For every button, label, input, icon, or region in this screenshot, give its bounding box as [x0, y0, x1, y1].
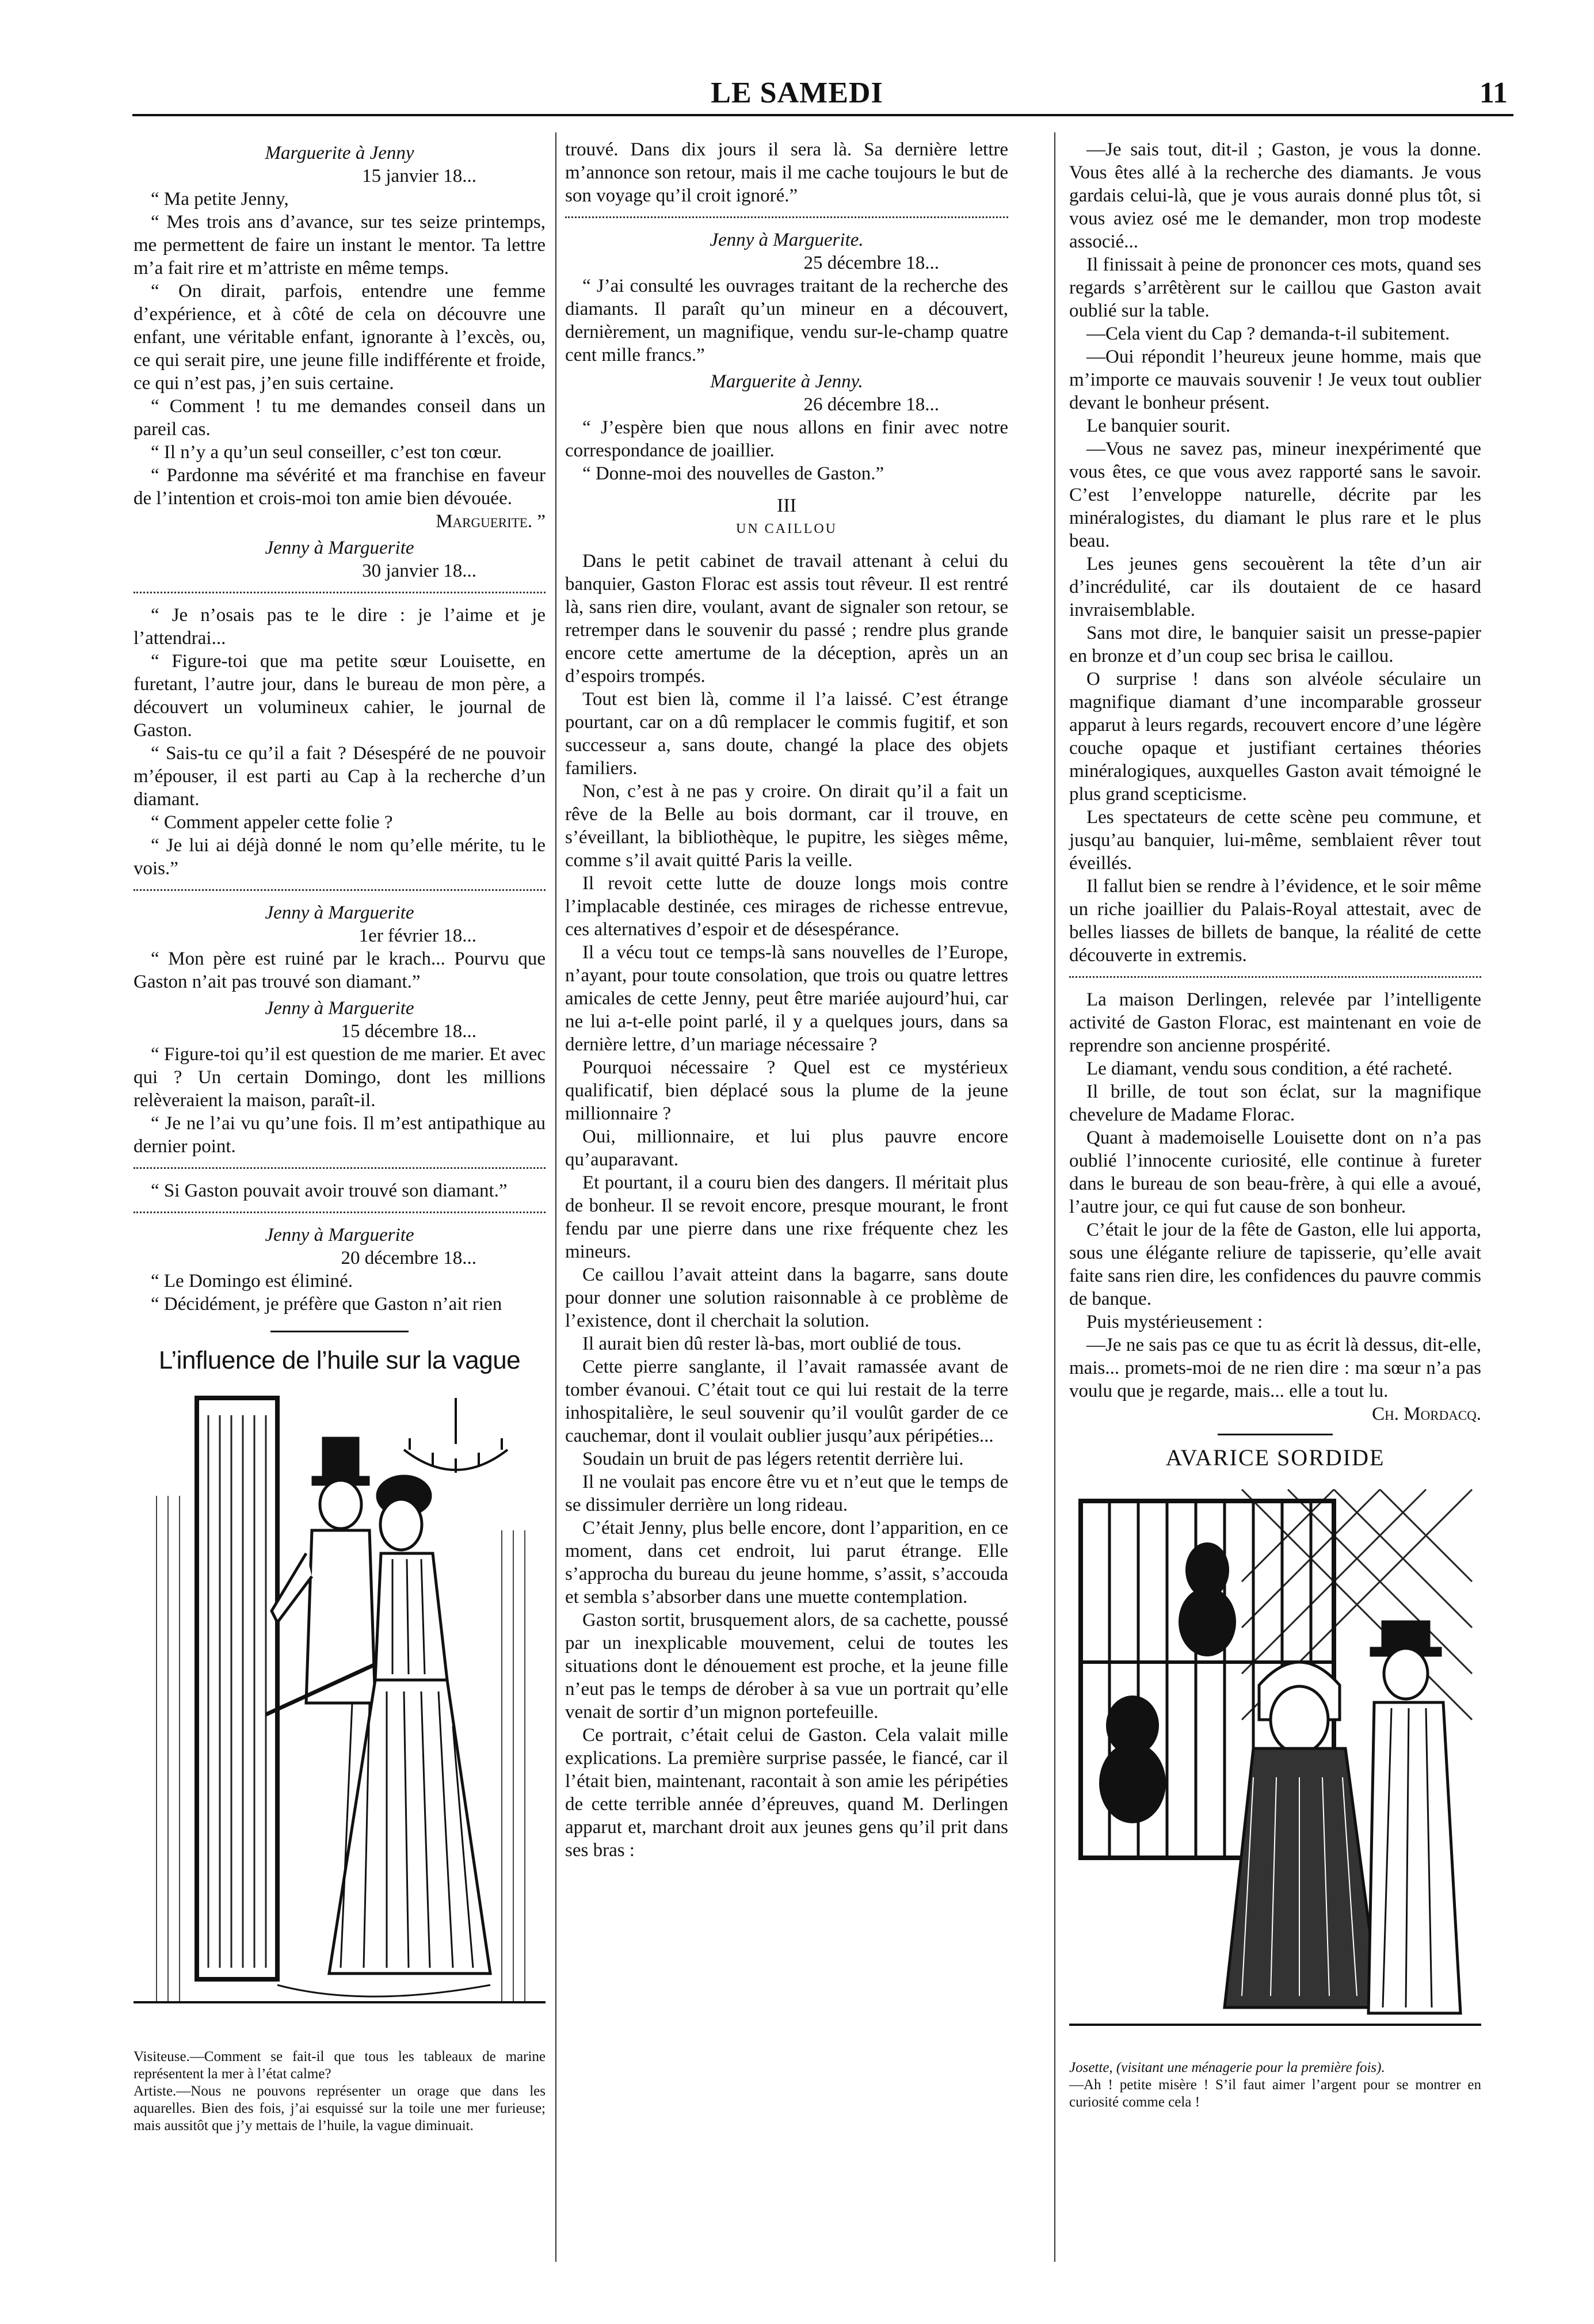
- letter-heading: Marguerite à Jenny: [265, 143, 414, 163]
- paragraph: “ Mon père est ruiné par le krach... Pourvu que Gaston n’ait pas trouvé son diamant.”: [134, 948, 546, 992]
- paragraph: Cette pierre sanglante, il l’avait ramassée avant de tomber évanoui. C’était tout ce qui lui restait de la terre inhospitalière, le seul souvenir qu’il voulût garder de ce cauchemar, dont il voulait oublier jusqu’aux péripéties...: [565, 1357, 1008, 1446]
- paragraph: O surprise ! dans son alvéole séculaire un magnifique diamant d’une incomparable grosseur apparut à leurs regards, recouvert encore d’une légère couche opaque et justifiant certaines théories minéralogiques, auxquelles Gaston avait témoigné le plus grand scepticisme.: [1069, 669, 1481, 805]
- paragraph: “ Figure-toi qu’il est question de me marier. Et avec qui ? Un certain Domingo, dont les millions relèveraient la maison, paraît-il.: [134, 1044, 546, 1111]
- cartoon-illustration-artist-studio: [134, 1381, 546, 2048]
- letter-date: 25 décembre 18...: [803, 253, 939, 273]
- chapter-title: UN CAILLOU: [736, 521, 837, 536]
- paragraph: Le diamant, vendu sous condition, a été racheté.: [1086, 1058, 1452, 1079]
- paragraph: “ Je lui ai déjà donné le nom qu’elle mérite, tu le vois.”: [134, 835, 546, 879]
- paragraph: Ce caillou l’avait atteint dans la bagarre, sans doute pour donner une solution raisonnable à ce problème de l’existence, dont il cherchait la solution.: [565, 1264, 1008, 1331]
- letter-date: 20 décembre 18...: [341, 1248, 476, 1268]
- masthead-title: LE SAMEDI: [711, 77, 883, 109]
- column-divider-1: [555, 132, 556, 2262]
- paragraph: Tout est bien là, comme il l’a laissé. C’est étrange pourtant, car on a dû remplacer le commis fugitif, et son successeur a, sans doute, changé la place des objets familiers.: [565, 689, 1008, 779]
- paragraph: Dans le petit cabinet de travail attenant à celui du banquier, Gaston Florac est assis tout rêveur. Il est rentré là, sans rien dire, voulant, avant de signaler son retour, se retremper dans le souvenir du passé ; rendre plus grande encore cette amertume de la déception, après un an d’espoirs trompés.: [565, 551, 1008, 687]
- paragraph: “ Pardonne ma sévérité et ma franchise en faveur de l’intention et crois-moi ton amie bien dévouée.: [134, 465, 546, 509]
- paragraph: “ Je ne l’ai vu qu’une fois. Il m’est antipathique au dernier point.: [134, 1113, 546, 1157]
- paragraph: Il fallut bien se rendre à l’évidence, et le soir même un riche joaillier du Palais-Royal attestait, avec de belles liasses de billets de banque, la réalité de cette découverte in extremis.: [1069, 876, 1481, 966]
- paragraph: “ Donne-moi des nouvelles de Gaston.”: [582, 463, 884, 484]
- paragraph: —Oui répondit l’heureux jeune homme, mais que m’importe ce mauvais souvenir ! Je veux tout oublier devant le bonheur présent.: [1069, 346, 1481, 413]
- column-2: [565, 138, 1008, 1862]
- paragraph: Quant à mademoiselle Louisette dont on n’a pas oublié l’innocente curiosité, elle continue à fureter dans le bureau de son beau-frère, à qui elle a avoué, l’autre jour, ce qui fut cause de son bonheur.: [1069, 1127, 1481, 1217]
- letter-heading: Jenny à Marguerite: [265, 902, 414, 923]
- paragraph: Il brille, de tout son éclat, sur la magnifique chevelure de Madame Florac.: [1069, 1081, 1481, 1125]
- letter-date: 15 janvier 18...: [362, 166, 476, 186]
- section-rule: [1218, 1434, 1333, 1435]
- letter-heading: Jenny à Marguerite: [265, 538, 414, 558]
- paragraph: —Cela vient du Cap ? demanda-t-il subitement.: [1086, 323, 1450, 344]
- cartoon-title: AVARICE SORDIDE: [1165, 1445, 1385, 1470]
- column-1: [134, 138, 546, 2135]
- page-number: 11: [1479, 77, 1508, 109]
- paragraph: Il revoit cette lutte de douze longs mois contre l’implacable destinée, ces mirages de richesse entrevue, ces alternatives d’espoir et de désespérance.: [565, 873, 1008, 940]
- paragraph: “ Si Gaston pouvait avoir trouvé son diamant.”: [151, 1180, 508, 1201]
- paragraph: “ J’ai consulté les ouvrages traitant de la recherche des diamants. Il paraît qu’un mineur en a découvert, dernièrement, un magnifique, vendu sur-le-champ quatre cent mille francs.”: [565, 276, 1008, 365]
- paragraph: Oui, millionnaire, et lui plus pauvre encore qu’auparavant.: [565, 1126, 1008, 1170]
- cartoon-caption: [1069, 2059, 1481, 2111]
- cartoon-title: L’influence de l’huile sur la vague: [158, 1346, 521, 1374]
- paragraph: “ Comment ! tu me demandes conseil dans un pareil cas.: [134, 396, 546, 440]
- header-rule: [132, 114, 1513, 116]
- paragraph: “ Figure-toi que ma petite sœur Louisette, en furetant, l’autre jour, dans le bureau de mon père, a découvert un volumineux cahier, le journal de Gaston.: [134, 651, 546, 741]
- dotted-separator: [134, 588, 546, 593]
- paragraph: “ Décidément, je préfère que Gaston n’ait rien: [151, 1294, 502, 1315]
- paragraph: Ce portrait, c’était celui de Gaston. Cela valait mille explications. La première surprise passée, le fiancé, car il l’était bien, maintenant, racontait à son amie les péripéties de cette terrible année d’épreuves, quand M. Derlingen apparut et, marchant droit aux jeunes gens qu’il prit dans ses bras :: [565, 1725, 1008, 1861]
- letter-salutation: “ Ma petite Jenny,: [151, 189, 289, 209]
- paragraph: “ J’espère bien que nous allons en finir avec notre correspondance de joaillier.: [565, 417, 1008, 461]
- column-3: [1069, 138, 1481, 2111]
- paragraph: Pourquoi nécessaire ? Quel est ce mystérieux qualificatif, bien déplacé sous la plume de la jeune millionnaire ?: [565, 1057, 1008, 1124]
- paragraph: “ On dirait, parfois, entendre une femme d’expérience, et à côté de cela on découvre une enfant, une véritable enfant, ignorante à l’excès, ou, ce qui serait pire, une jeune fille indifférente et froide, ce qui n’est pas, j’en suis certaine.: [134, 281, 546, 394]
- caption-line: Artiste.—Nous ne pouvons représenter un orage que dans les aquarelles. Bien des fois, j’ai esquissé sur la toile une mer furieuse; mais aussitôt que j’y mettais de l’huile, la vague diminuait.: [134, 2083, 546, 2133]
- author-signature: Ch. Mordacq.: [1372, 1404, 1481, 1424]
- paragraph: Les spectateurs de cette scène peu commune, et jusqu’au banquier, lui-même, semblaient rêver tout éveillés.: [1069, 807, 1481, 874]
- paragraph: “ Mes trois ans d’avance, sur tes seize printemps, me permettent de faire un instant le mentor. Ta lettre m’a fait rire et m’attriste en même temps.: [134, 212, 546, 279]
- paragraph: “ Sais-tu ce qu’il a fait ? Désespéré de ne pouvoir m’épouser, il est parti au Cap à la recherche d’un diamant.: [134, 743, 546, 810]
- paragraph: Il a vécu tout ce temps-là sans nouvelles de l’Europe, n’ayant, pour toute consolation, que trois ou quatre lettres amicales de cette Jenny, peut être mariée aujourd’hui, car ne lui a-t-elle point parlé, il y a quelques jours, dans sa dernière lettre, d’un mariage nécessaire ?: [565, 942, 1008, 1055]
- paragraph: Le banquier sourit.: [1086, 416, 1231, 436]
- dotted-separator: [1069, 973, 1481, 978]
- cartoon-caption: [134, 2048, 546, 2135]
- paragraph: Les jeunes gens secouèrent la tête d’un air d’incrédulité, car ils doutaient de ce hasard invraisemblable.: [1069, 554, 1481, 620]
- letter-signature: Marguerite. ”: [436, 511, 546, 532]
- paragraph: “ Je n’osais pas te le dire : je l’aime et je l’attendrai...: [134, 605, 546, 649]
- dotted-separator: [134, 886, 546, 891]
- paragraph: —Vous ne savez pas, mineur inexpérimenté que vous êtes, ce que vous avez rapporté sans le savoir. C’est l’enveloppe naturelle, décrite par les minéralogistes, du diamant le plus rare et le plus beau.: [1069, 439, 1481, 551]
- paragraph: Soudain un bruit de pas légers retentit derrière lui.: [582, 1449, 964, 1469]
- section-rule: [270, 1331, 409, 1332]
- letter-date: 15 décembre 18...: [341, 1021, 476, 1042]
- caption-line: Josette, (visitant une ménagerie pour la première fois).: [1069, 2060, 1385, 2075]
- paragraph: Il finissait à peine de prononcer ces mots, quand ses regards s’arrêtèrent sur le caillou que Gaston avait oublié sur la table.: [1069, 254, 1481, 321]
- paragraph: Puis mystérieusement :: [1086, 1312, 1263, 1332]
- letter-heading: Jenny à Marguerite.: [710, 230, 864, 250]
- letter-date: 26 décembre 18...: [803, 394, 939, 415]
- paragraph: C’était le jour de la fête de Gaston, elle lui apporta, sous une élégante reliure de tapisserie, qu’elle avait faite sans rien dire, les confidences du pauvre commis de banque.: [1069, 1220, 1481, 1309]
- letter-heading: Jenny à Marguerite: [265, 1225, 414, 1245]
- column-divider-2: [1054, 132, 1055, 2262]
- paragraph: Gaston sortit, brusquement alors, de sa cachette, poussé par un inexplicable mouvement, celui de toutes les situations dont le dénouement est proche, et la jeune fille n’eut pas le temps de dérober à sa vue un portrait qu’elle venait de sortir d’un mignon portefeuille.: [565, 1610, 1008, 1723]
- letter-heading: Jenny à Marguerite: [265, 998, 414, 1019]
- paragraph: Non, c’est à ne pas y croire. On dirait qu’il a fait un rêve de la Belle au bois dormant, car il trouve, en s’éveillant, la bibliothèque, le pupitre, les sièges même, comme s’il avait quitté Paris la veille.: [565, 781, 1008, 871]
- paragraph: —Je ne sais pas ce que tu as écrit là dessus, dit-elle, mais... promets-moi de ne rien dire : ma sœur n’a pas voulu que je regarde, mais... elle a tout lu.: [1069, 1335, 1481, 1401]
- paragraph: —Je sais tout, dit-il ; Gaston, je vous la donne. Vous êtes allé à la recherche des diamants. Je vous gardais celui-là, que je vous aurais donné plus tôt, si vous aviez osé me le demander, mon trop modeste associé...: [1069, 139, 1481, 252]
- chapter-number: III: [777, 495, 796, 516]
- caption-line: —Ah ! petite misère ! S’il faut aimer l’argent pour se montrer en curiosité comme cela !: [1069, 2077, 1481, 2110]
- paragraph: La maison Derlingen, relevée par l’intelligente activité de Gaston Florac, est maintenant en voie de reprendre son ancienne prospérité.: [1069, 989, 1481, 1056]
- dotted-separator: [565, 213, 1008, 218]
- paragraph: Sans mot dire, le banquier saisit un presse-papier en bronze et d’un coup sec brisa le caillou.: [1069, 623, 1481, 666]
- cartoon-illustration-menagerie: [1069, 1478, 1481, 2059]
- paragraph: C’était Jenny, plus belle encore, dont l’apparition, en ce moment, dans cet endroit, lui parut étrange. Elle s’approcha du bureau du jeune homme, s’assit, s’accouda et sembla s’absorber dans une muette contemplation.: [565, 1518, 1008, 1607]
- dotted-separator: [134, 1164, 546, 1169]
- paragraph: Il aurait bien dû rester là-bas, mort oublié de tous.: [582, 1334, 962, 1354]
- paragraph: Et pourtant, il a couru bien des dangers. Il méritait plus de bonheur. Il se revoit encore, presque mourant, le front fendu par une pierre dans une rixe fréquente chez les mineurs.: [565, 1172, 1008, 1262]
- paragraph: “ Le Domingo est éliminé.: [151, 1271, 353, 1291]
- caption-line: Visiteuse.—Comment se fait-il que tous les tableaux de marine représentent la mer à l’état calme?: [134, 2049, 546, 2082]
- letter-date: 30 janvier 18...: [362, 561, 476, 581]
- letter-date: 1er février 18...: [359, 925, 476, 946]
- dotted-separator: [134, 1208, 546, 1213]
- paragraph: “ Il n’y a qu’un seul conseiller, c’est ton cœur.: [151, 442, 502, 463]
- paragraph: trouvé. Dans dix jours il sera là. Sa dernière lettre m’annonce son retour, mais il me cache toujours le but de son voyage qu’il croit ignoré.”: [565, 139, 1008, 206]
- letter-heading: Marguerite à Jenny.: [710, 371, 863, 392]
- paragraph: Il ne voulait pas encore être vu et n’eut que le temps de se dissimuler derrière un long rideau.: [565, 1472, 1008, 1515]
- paragraph: “ Comment appeler cette folie ?: [151, 812, 393, 833]
